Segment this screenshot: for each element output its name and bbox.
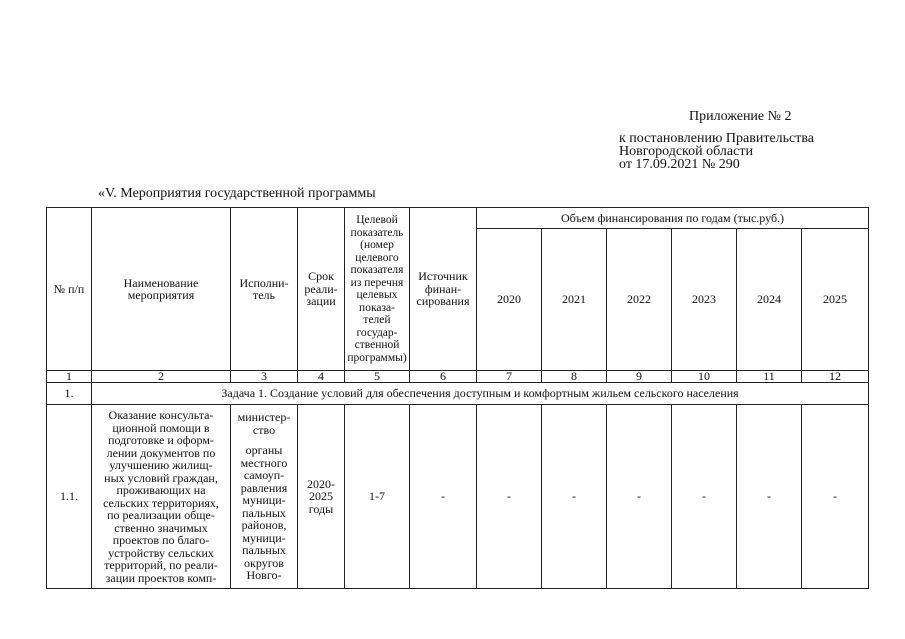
executor-line: пальных	[242, 543, 286, 558]
table-row	[47, 405, 869, 589]
header-year-2025: 2025	[802, 229, 869, 371]
row-value-2022: -	[607, 405, 672, 589]
row-value-2021: -	[542, 405, 607, 589]
header-num: № п/п	[47, 208, 92, 371]
row-source: -	[410, 405, 477, 589]
row-name-line: сельских территориях,	[103, 495, 219, 510]
executor-line: равления	[240, 480, 288, 495]
executor-line: округов	[244, 555, 284, 570]
term-line: годы	[308, 501, 334, 516]
executor-line: пальных	[242, 505, 286, 520]
header-name: Наименование мероприятия	[92, 208, 231, 371]
executor-line: самоуп-	[243, 468, 285, 483]
col-number: 3	[231, 371, 298, 383]
row-executor	[231, 405, 298, 589]
header-executor: Исполни-тель	[231, 208, 298, 371]
executor-line: министер-	[237, 410, 291, 425]
col-number: 5	[345, 371, 410, 383]
task-num: 1.	[47, 383, 92, 405]
row-name	[92, 405, 231, 589]
appendix-line-3: от 17.09.2021 № 290	[619, 157, 740, 172]
col-number: 12	[802, 371, 869, 383]
col-number: 11	[737, 371, 802, 383]
term-line: 2020-	[307, 476, 335, 491]
col-number: 8	[542, 371, 607, 383]
header-term: Срок реали-зации	[298, 208, 345, 371]
header-year-2021: 2021	[542, 229, 607, 371]
row-name-line: проживающих на	[116, 483, 206, 497]
header-funding: Объем финансирования по годам (тыс.руб.)	[477, 208, 869, 229]
row-name-line: улучшению жилищ-	[109, 458, 213, 472]
appendix-title: Приложение № 2	[689, 109, 792, 124]
term-line: 2025	[309, 489, 333, 504]
row-name-line: Оказание консульта-	[108, 408, 214, 422]
executor-line: районов,	[241, 518, 287, 533]
executor-line: Новго-	[246, 568, 282, 583]
row-name-line: подготовке и оформ-	[108, 433, 214, 447]
row-value-2025: -	[802, 405, 869, 589]
row-name-line: ных условий граждан,	[104, 470, 218, 485]
appendix-header	[619, 110, 814, 171]
col-number: 1	[47, 371, 92, 383]
row-value-2023: -	[672, 405, 737, 589]
executor-line: местного	[240, 455, 288, 470]
row-name-line: лении документов по	[106, 445, 216, 460]
header-target: Целевой показатель (номер целевого показателя из перечня целевых показа-телей государ-ственной программы)	[345, 208, 410, 371]
task-text: Задача 1. Создание условий для обеспечения доступным и комфортным жильем сельского населения	[92, 383, 869, 405]
executor-line: органы	[245, 443, 283, 458]
section-title: «V. Мероприятия государственной программы	[98, 186, 376, 201]
column-number-row	[47, 371, 869, 383]
row-value-2024: -	[737, 405, 802, 589]
row-name-line: ственно значимых	[114, 520, 208, 535]
measures-table	[46, 207, 869, 589]
row-num: 1.1.	[47, 405, 92, 589]
header-year-2020: 2020	[477, 229, 542, 371]
row-name-line: проектов по благо-	[112, 533, 210, 547]
col-number: 2	[92, 371, 231, 383]
header-year-2023: 2023	[672, 229, 737, 371]
header-year-2024: 2024	[737, 229, 802, 371]
row-value-2020: -	[477, 405, 542, 589]
row-name-line: ционной помощи в	[112, 420, 210, 435]
header-source: Источник финан-сирования	[410, 208, 477, 371]
row-name-line: устройству сельских	[108, 545, 214, 560]
header-year-2022: 2022	[607, 229, 672, 371]
appendix-line-1: к постановлению Правительства	[619, 131, 815, 146]
task-row	[47, 383, 869, 405]
row-name-line: территорий, по реали-	[104, 558, 218, 572]
col-number: 10	[672, 371, 737, 383]
col-number: 7	[477, 371, 542, 383]
col-number: 9	[607, 371, 672, 383]
row-target: 1-7	[345, 405, 410, 589]
col-number: 4	[298, 371, 345, 383]
row-name-line: по реализации обще-	[107, 508, 215, 522]
appendix-line-2: Новгородской области	[619, 144, 753, 159]
executor-line: ство	[252, 422, 276, 437]
executor-line: муници-	[242, 530, 286, 545]
row-name-line: зации проектов комп-	[105, 570, 217, 585]
row-term	[298, 405, 345, 589]
col-number: 6	[410, 371, 477, 383]
executor-line: муници-	[242, 493, 286, 508]
